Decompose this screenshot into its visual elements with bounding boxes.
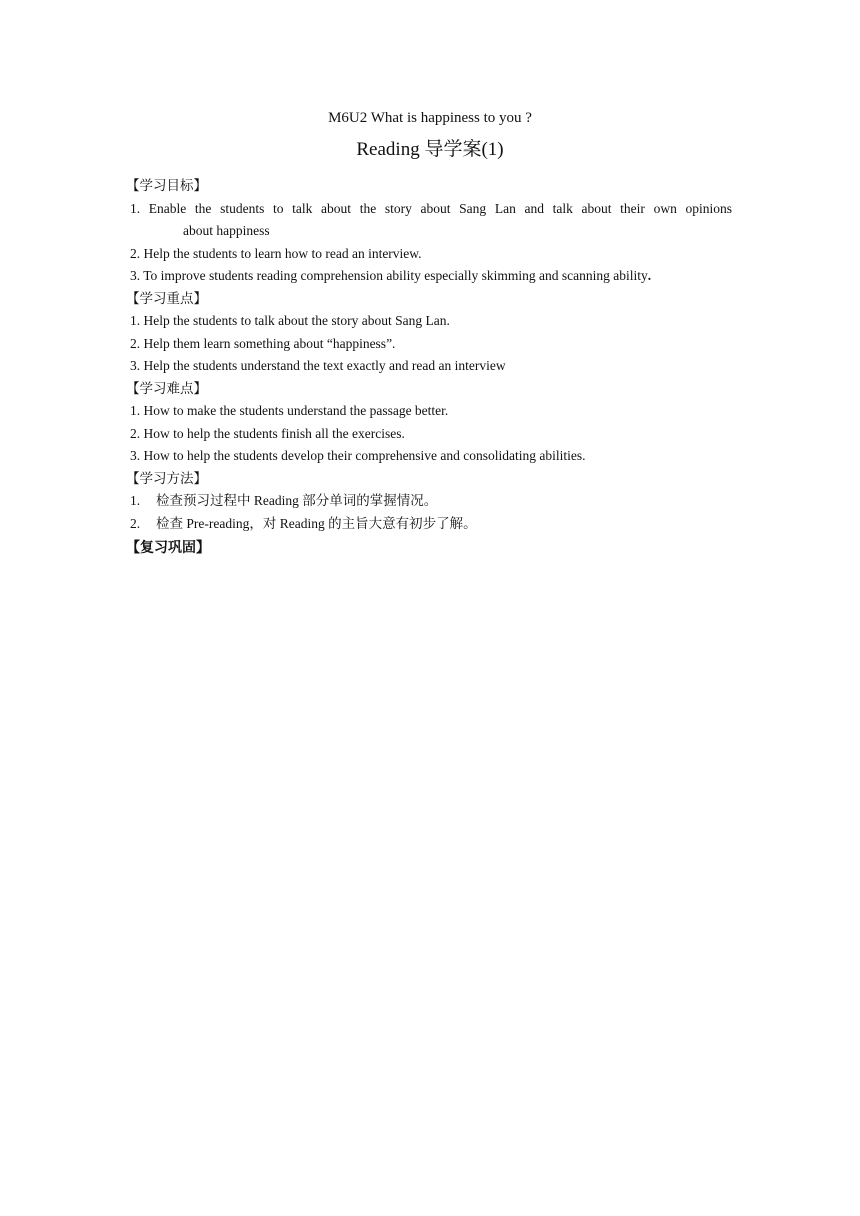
method-item-1 [130, 490, 732, 513]
difficulty-item-1: 1. How to make the students understand the passage better. [130, 403, 449, 418]
goals-item-1: 1. Enable the students to talk about the story about Sang Lan and talk about their own opinions [130, 200, 732, 216]
goals-item-3 [130, 265, 732, 288]
method-item-1-number: 1. [130, 493, 141, 508]
review-heading: 【复习巩固】 [126, 540, 210, 556]
method-item-1-text: 检查预习过程中 Reading 部分单词的掌握情况。 [156, 493, 438, 508]
focus-item-3: 3. Help the students understand the text exactly and read an interview [130, 358, 506, 373]
document-title: M6U2 What is happiness to you ? [328, 110, 532, 126]
method-item-2 [130, 513, 732, 536]
difficulty-item-2: 2. How to help the students finish all the exercises. [130, 425, 405, 441]
method-heading: 【学习方法】 [126, 470, 207, 486]
focus-item-2: 2. Help them learn something about “happiness”. [130, 335, 396, 351]
document-subtitle: Reading 导学案(1) [356, 139, 504, 160]
difficulty-heading: 【学习难点】 [126, 380, 207, 396]
goals-item-3-text: 3. To improve students reading comprehension ability especially skimming and scanning ability [130, 268, 648, 283]
focus-heading: 【学习重点】 [126, 290, 207, 306]
method-item-2-text: 检查 Pre-reading，对 Reading 的主旨大意有初步了解。 [156, 515, 477, 531]
goals-heading: 【学习目标】 [126, 178, 207, 193]
document-body [126, 175, 732, 560]
goals-item-2: 2. Help the students to learn how to read an interview. [130, 245, 422, 261]
focus-item-1: 1. Help the students to talk about the story about Sang Lan. [130, 313, 450, 328]
method-item-2-number: 2. [130, 515, 141, 531]
goals-item-3-period: . [647, 268, 652, 283]
difficulty-item-3: 3. How to help the students develop their comprehensive and consolidating abilities. [130, 448, 586, 463]
goals-item-1-continued: about happiness [183, 223, 270, 238]
